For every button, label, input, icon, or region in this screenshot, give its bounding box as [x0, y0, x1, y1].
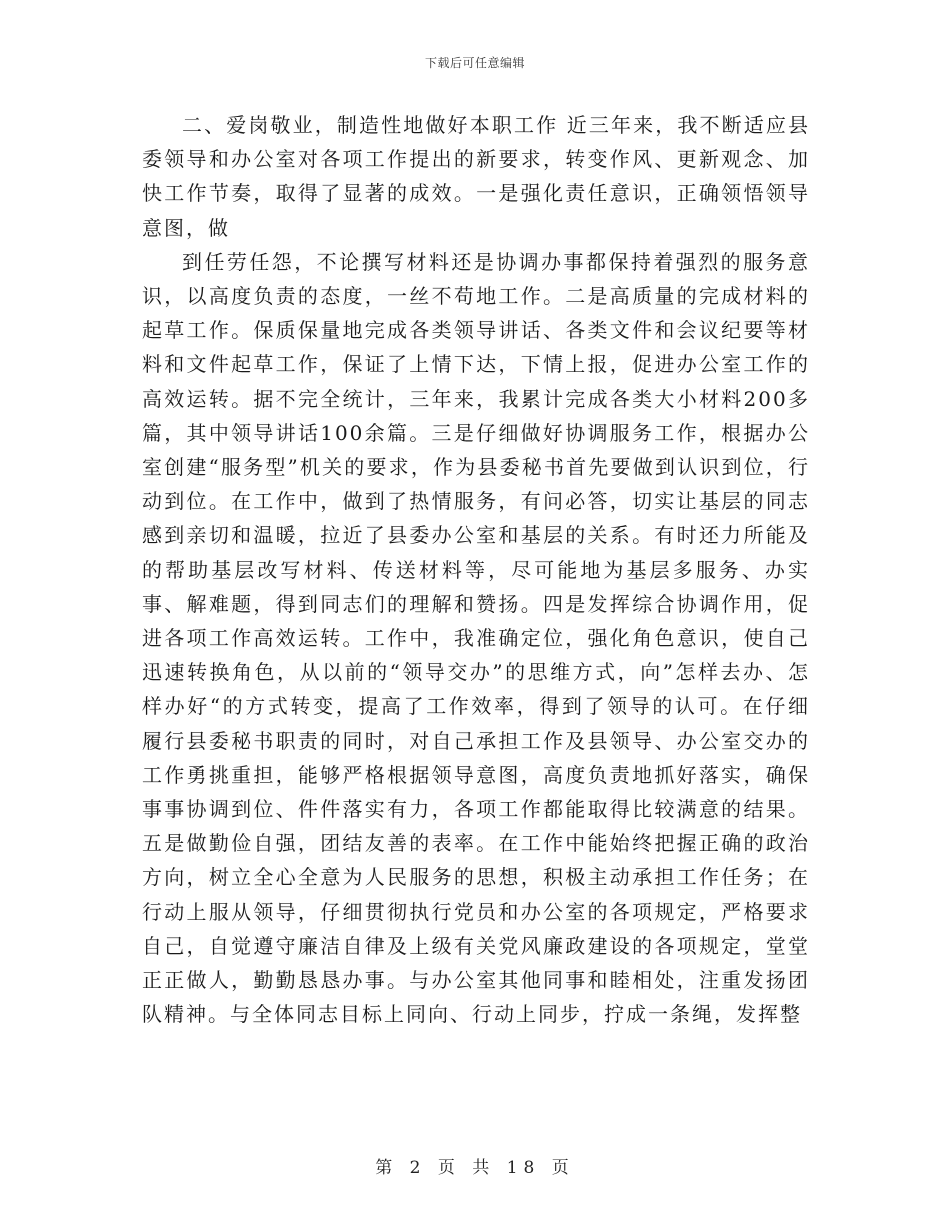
paragraph: 二、爱岗敬业，制造性地做好本职工作 近三年来，我不断适应县委领导和办公室对各项工作提出的新要求，转变作风、更新观念、加快工作节奏，取得了显著的成效。一是强化责任意识，正确领悟领导意图，做: [142, 113, 810, 240]
page-number: 第 2 页 共 18 页: [375, 1158, 575, 1178]
page-header: 下载后可任意编辑: [424, 56, 525, 70]
paragraph: 到任劳任怨，不论撰写材料还是协调办事都保持着强烈的服务意识，以高度负责的态度，一丝不苟地工作。二是高质量的完成材料的起草工作。保质保量地完成各类领导讲话、各类文件和会议纪要等材料和文件起草工作，保证了上情下达，下情上报，促进办公室工作的高效运转。据不完全统计，三年来，我累计完成各类大小材料200多篇，其中领导讲话100余篇。三是仔细做好协调服务工作，根据办公室创建“服务型”机关的要求，作为县委秘书首先要做到认识到位，行动到位。在工作中，做到了热情服务，有问必答，切实让基层的同志感到亲切和温暖，拉近了县委办公室和基层的关系。有时还力所能及的帮助基层改写材料、传送材料等，尽可能地为基层多服务、办实事、解难题，得到同志们的理解和赞扬。四是发挥综合协调作用，促进各项工作高效运转。工作中，我准确定位，强化角色意识，使自己迅速转换角色，从以前的“领导交办”的思维方式，向”怎样去办、怎样办好“的方式转变，提高了工作效率，得到了领导的认可。在仔细履行县委秘书职责的同时，对自己承担工作及县领导、办公室交办的工作勇挑重担，能够严格根据领导意图，高度负责地抓好落实，确保事事协调到位、件件落实有力，各项工作都能取得比较满意的结果。五是做勤俭自强，团结友善的表率。在工作中能始终把握正确的政治方向，树立全心全意为人民服务的思想，积极主动承担工作任务；在行动上服从领导，仔细贯彻执行党员和办公室的各项规定，严格要求自己，自觉遵守廉洁自律及上级有关党风廉政建设的各项规定，堂堂正正做人，勤勤恳恳办事。与办公室其他同事和睦相处，注重发扬团队精神。与全体同志目标上同向、行动上同步，拧成一条绳，发挥整: [142, 249, 810, 1027]
document-body: [142, 108, 810, 1031]
